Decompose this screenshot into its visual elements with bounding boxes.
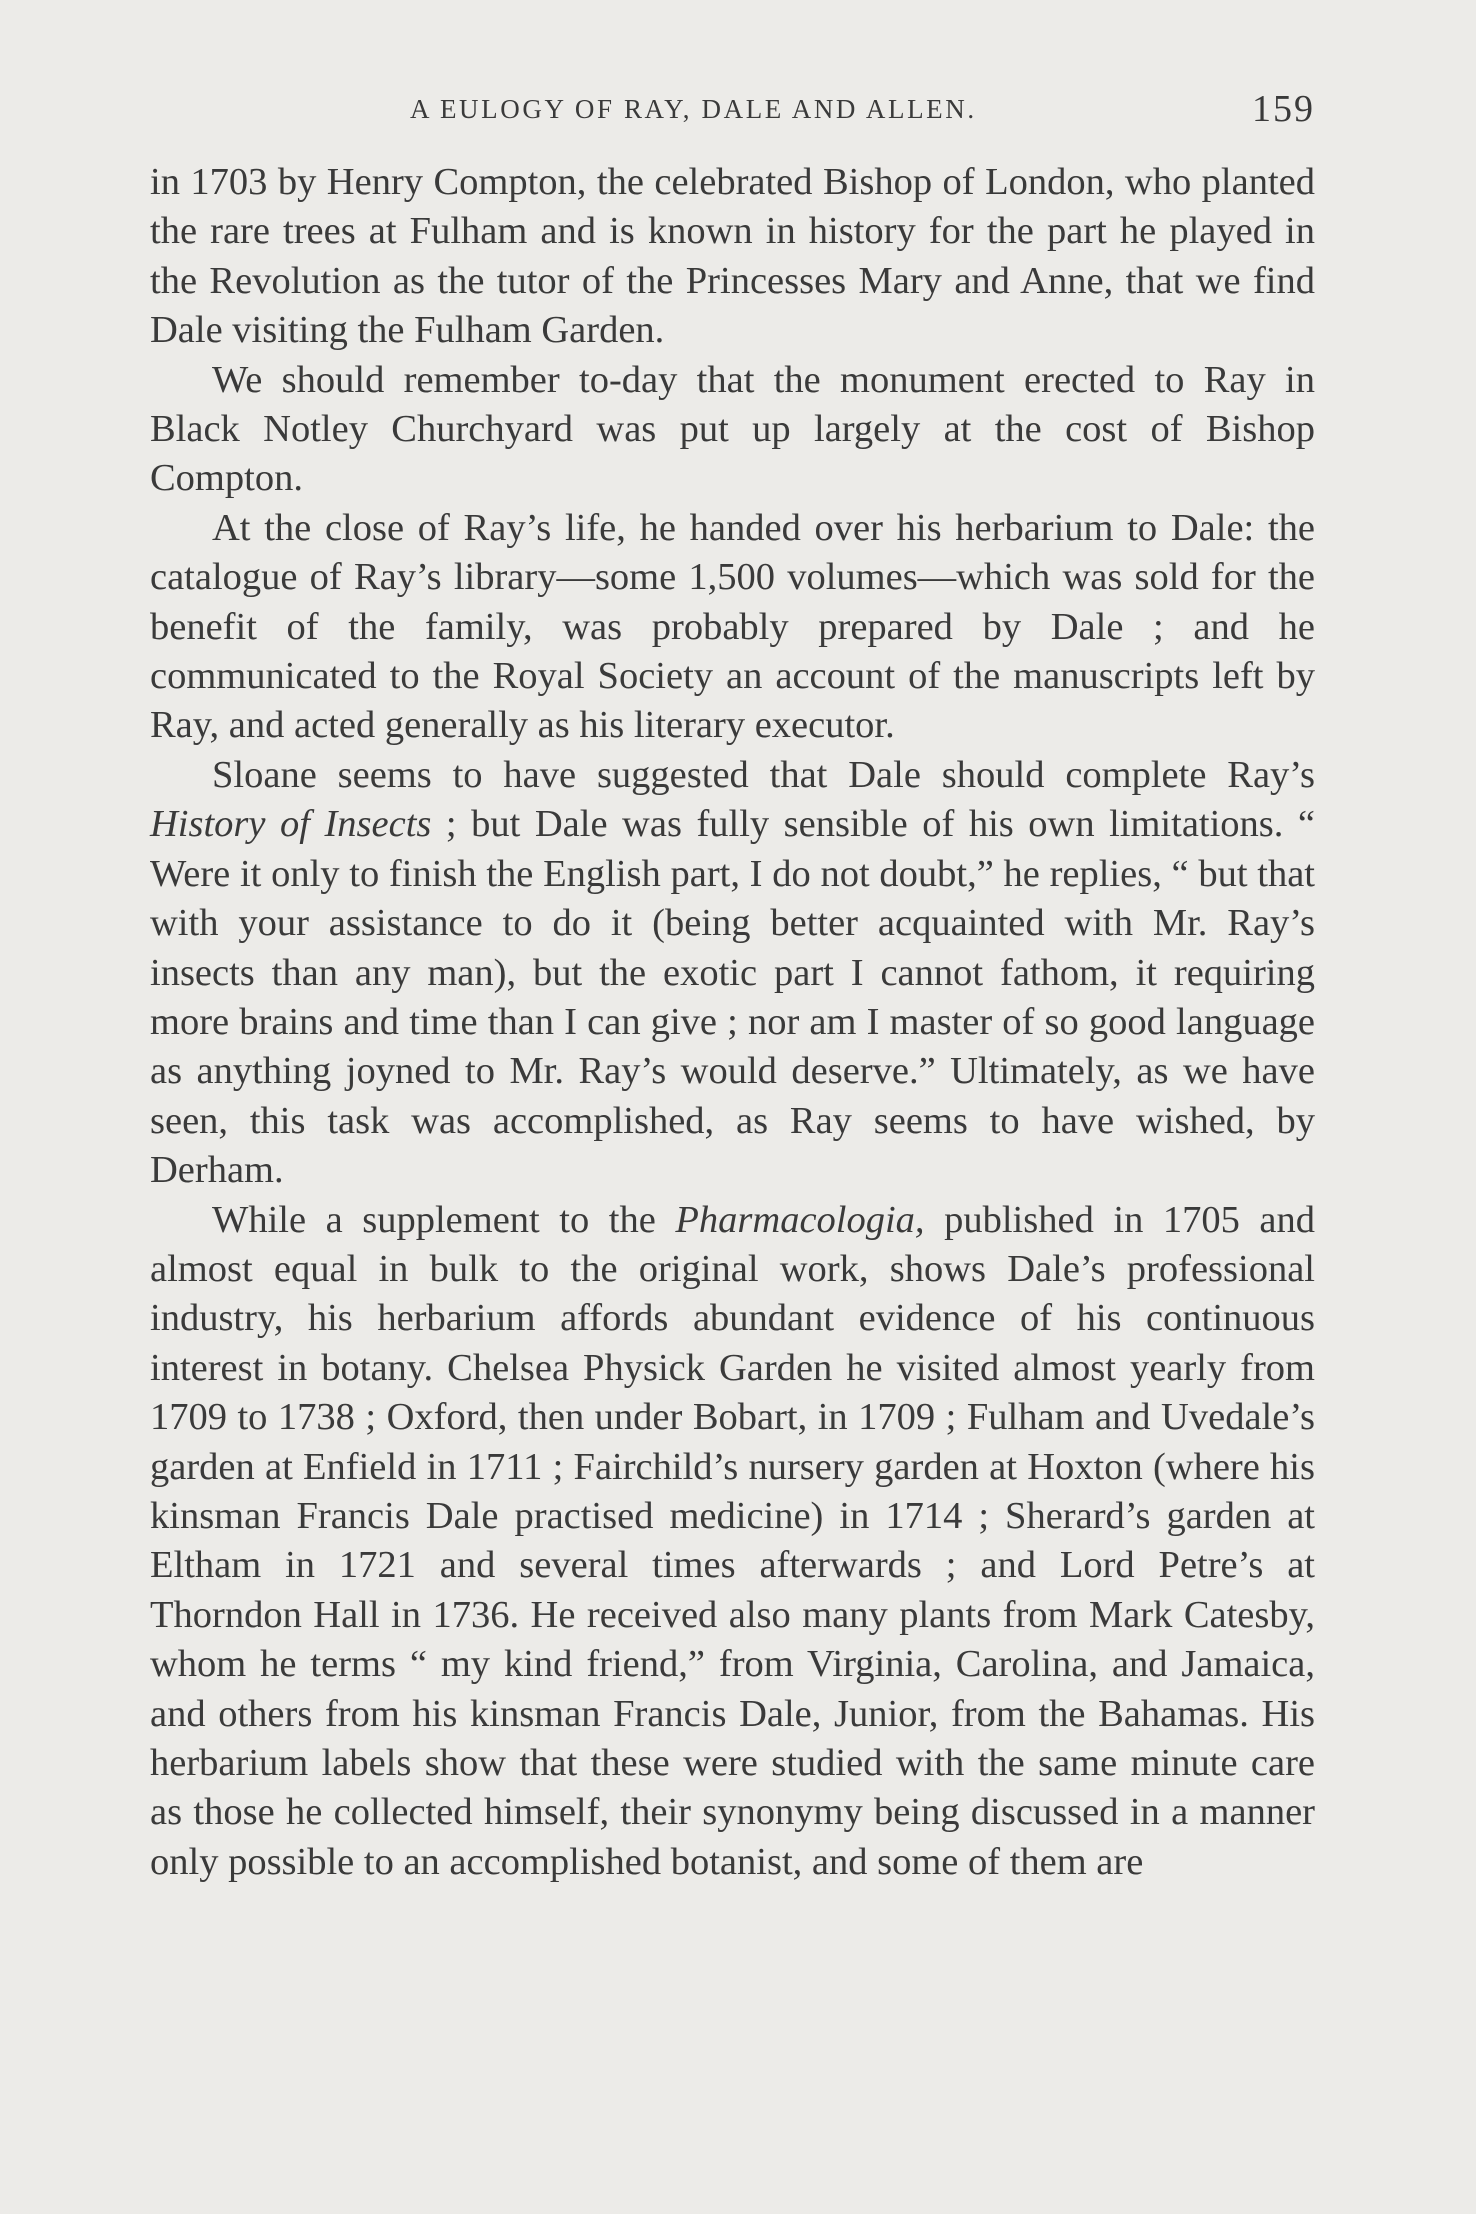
text-run: Sloane seems to have suggested that Dale should complete Ray’s: [212, 753, 1315, 796]
paragraph: [150, 356, 1315, 504]
paragraph: [150, 751, 1315, 1196]
book-title-italic: Pharmacologia,: [675, 1198, 925, 1241]
text-run: We should remember to-day that the monument erected to Ray in Black Notley Churchyard was put up largely at the cost of Bishop Compton.: [150, 358, 1315, 500]
text-run: At the close of Ray’s life, he handed over his herbarium to Dale: the catalogue of Ray’s library—some 1,500 volumes—which was sold for the benefit of the family, was probably prepared by Dale ; and he communicated to the Royal Society an account of the manuscripts left by Ray, and acted generally as his literary executor.: [150, 506, 1315, 747]
book-title-italic: History of Insects: [150, 803, 432, 846]
text-run: published in 1705 and almost equal in bulk to the original work, shows Dale’s professional industry, his herbarium affords abundant evidence of his continuous interest in botany. Chelsea Physick Garden he visited almost yearly from 1709 to 1738 ; Oxford, then under Bobart, in 1709 ; Fulham and Uvedale’s garden at Enfield in 1711 ; Fairchild’s nursery garden at Hoxton (where his kinsman Francis Dale practised medicine) in 1714 ; Sherard’s garden at Eltham in 1721 and several times afterwards ; and Lord Petre’s at Thorndon Hall in 1736. He received also many plants from Mark Catesby, whom he terms “ my kind friend,” from Virginia, Carolina, and Jamaica, and others from his kinsman Francis Dale, Junior, from the Bahamas. His herbarium labels show that these were studied with the same minute care as those he collected himself, their synonymy being discussed in a manner only possible to an accomplished botanist, and some of them are: [150, 1198, 1316, 1883]
text-run: ; but Dale was fully sensible of his own limitations. “ Were it only to finish the English part, I do not doubt,” he replies, “ but that with your assistance to do it (being better acquainted with Mr. Ray’s insects than any man), but the exotic part I cannot fathom, it requiring more brains and time than I can give ; nor am I master of so good language as anything joyned to Mr. Ray’s would deserve.” Ultimately, as we have seen, this task was accomplished, as Ray seems to have wished, by Derham.: [150, 803, 1316, 1192]
paragraph: [150, 158, 1315, 356]
text-run: While a supplement to the: [212, 1198, 676, 1241]
paragraph: [150, 1196, 1315, 1888]
page-number: 159: [1252, 88, 1315, 130]
running-head: [150, 84, 1315, 134]
paragraph: [150, 504, 1315, 751]
text-run: in 1703 by Henry Compton, the celebrated Bishop of London, who planted the rare trees at Fulham and is known in history for the part he played in the Revolution as the tutor of the Princesses Mary and Anne, that we find Dale visiting the Fulham Garden.: [150, 161, 1315, 352]
body-text: [150, 158, 1315, 1887]
running-title: A EULOGY OF RAY, DALE AND ALLEN.: [410, 94, 977, 124]
